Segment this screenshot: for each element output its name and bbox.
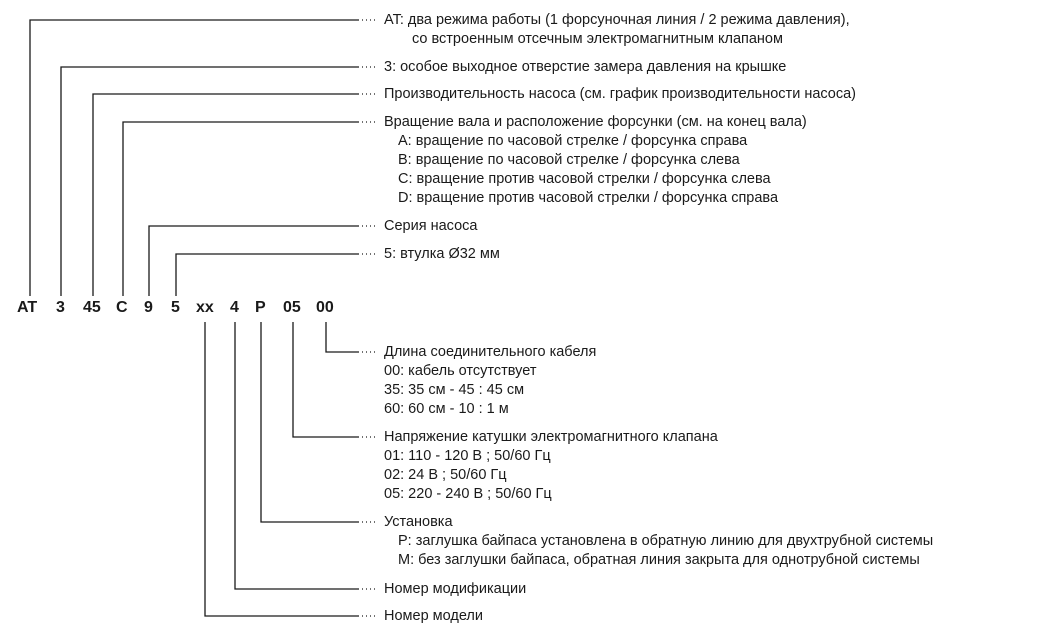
desc-series-title: Серия насоса bbox=[384, 218, 478, 234]
leader-3 bbox=[61, 67, 358, 296]
code-part-9: 9 bbox=[144, 299, 153, 316]
desc-cable-title: Длина соединительного кабеля bbox=[384, 344, 597, 360]
desc-voltage-05: 05: 220 - 240 В ; 50/60 Гц bbox=[384, 486, 552, 502]
code-part-at: AT bbox=[17, 299, 38, 316]
code-part-xx: xx bbox=[196, 299, 214, 316]
code-part-4: 4 bbox=[230, 299, 239, 316]
code-part-5: 5 bbox=[171, 299, 180, 316]
leader-5 bbox=[176, 254, 358, 296]
desc-rotation-title: Вращение вала и расположение форсунки (см. на конец вала) bbox=[384, 114, 807, 130]
leader-9 bbox=[149, 226, 358, 296]
desc-rotation-d: D: вращение против часовой стрелки / форсунка справа bbox=[398, 190, 779, 206]
code-part-45: 45 bbox=[83, 299, 101, 316]
desc-modification-title: Номер модификации bbox=[384, 581, 527, 597]
desc-voltage-title: Напряжение катушки электромагнитного клапана bbox=[384, 429, 718, 445]
desc-45-title: Производительность насоса (см. график производительности насоса) bbox=[384, 86, 857, 102]
desc-model-title: Номер модели bbox=[384, 608, 483, 624]
desc-rotation-b: B: вращение по часовой стрелке / форсунка слева bbox=[398, 152, 740, 168]
desc-rotation-c: C: вращение против часовой стрелки / форсунка слева bbox=[398, 171, 771, 187]
leader-xx bbox=[205, 322, 358, 616]
desc-install-title: Установка bbox=[384, 514, 453, 530]
desc-3-title: 3: особое выходное отверстие замера давления на крышке bbox=[384, 59, 787, 75]
desc-rotation-a: A: вращение по часовой стрелке / форсунка справа bbox=[398, 133, 748, 149]
code-part-c: C bbox=[116, 299, 128, 316]
desc-voltage-02: 02: 24 В ; 50/60 Гц bbox=[384, 467, 507, 483]
desc-cable-00: 00: кабель отсутствует bbox=[384, 363, 537, 379]
code-part-05: 05 bbox=[283, 299, 301, 316]
leader-45 bbox=[93, 94, 358, 296]
desc-voltage-01: 01: 110 - 120 В ; 50/60 Гц bbox=[384, 448, 551, 464]
code-part-00: 00 bbox=[316, 299, 334, 316]
desc-at-title: AT: два режима работы (1 форсуночная линия / 2 режима давления), bbox=[384, 12, 850, 28]
desc-cable-35: 35: 35 см - 45 : 45 см bbox=[384, 382, 525, 398]
desc-at-line: со встроенным отсечным электромагнитным клапаном bbox=[412, 31, 783, 47]
desc-cable-60: 60: 60 см - 10 : 1 м bbox=[384, 401, 509, 417]
desc-bushing-title: 5: втулка Ø32 мм bbox=[384, 246, 500, 262]
leader-4 bbox=[235, 322, 358, 589]
code-part-p: P bbox=[255, 299, 266, 316]
desc-install-m: M: без заглушки байпаса, обратная линия закрыта для однотрубной системы bbox=[398, 552, 920, 568]
leader-00 bbox=[326, 322, 358, 352]
code-part-3: 3 bbox=[56, 299, 65, 316]
desc-install-p: P: заглушка байпаса установлена в обратную линию для двухтрубной системы bbox=[398, 533, 934, 549]
leader-c bbox=[123, 122, 358, 296]
